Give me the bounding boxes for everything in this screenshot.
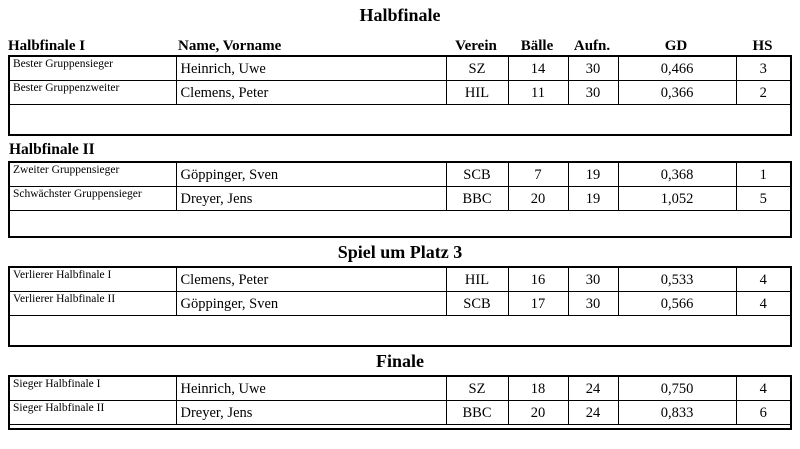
baelle-cell: 17 — [508, 291, 568, 315]
section-heading-halbfinale-2: Halbfinale II — [9, 141, 95, 158]
table-halbfinale-2 — [8, 161, 792, 238]
verein-cell: SCB — [446, 162, 508, 186]
verein-cell: BBC — [446, 400, 508, 424]
name-cell: Dreyer, Jens — [176, 186, 446, 210]
verein-cell: SCB — [446, 291, 508, 315]
baelle-cell: 14 — [508, 56, 568, 80]
hs-cell: 6 — [736, 400, 791, 424]
gd-cell: 0,750 — [618, 376, 736, 400]
column-header-hs: HS — [752, 38, 773, 54]
baelle-cell: 18 — [508, 376, 568, 400]
empty-row — [9, 315, 791, 346]
name-cell: Göppinger, Sven — [176, 291, 446, 315]
aufn-cell: 30 — [568, 267, 618, 291]
gd-cell: 0,366 — [618, 80, 736, 104]
hs-cell: 4 — [736, 291, 791, 315]
table-row — [9, 56, 791, 80]
table-halbfinale-1 — [8, 55, 792, 136]
gd-cell: 0,368 — [618, 162, 736, 186]
baelle-cell: 20 — [508, 186, 568, 210]
verein-cell: BBC — [446, 186, 508, 210]
hs-cell: 4 — [736, 267, 791, 291]
matchup-cell: Sieger Halbfinale I — [9, 376, 176, 400]
verein-cell: SZ — [446, 56, 508, 80]
gd-cell: 0,566 — [618, 291, 736, 315]
aufn-cell: 19 — [568, 186, 618, 210]
gd-cell: 1,052 — [618, 186, 736, 210]
name-cell: Clemens, Peter — [176, 80, 446, 104]
gd-cell: 0,533 — [618, 267, 736, 291]
section-title-platz-3: Spiel um Platz 3 — [337, 242, 463, 262]
column-header-aufn: Aufn. — [573, 38, 611, 54]
table-row — [9, 291, 791, 315]
matchup-cell: Schwächster Gruppensieger — [9, 186, 176, 210]
hs-cell: 1 — [736, 162, 791, 186]
column-header-verein: Verein — [455, 38, 497, 54]
verein-cell: HIL — [446, 80, 508, 104]
table-row — [9, 400, 791, 424]
aufn-cell: 30 — [568, 291, 618, 315]
gd-cell: 0,833 — [618, 400, 736, 424]
baelle-cell: 11 — [508, 80, 568, 104]
name-cell: Göppinger, Sven — [176, 162, 446, 186]
column-header-matchup: Halbfinale I — [8, 38, 86, 54]
table-row — [9, 162, 791, 186]
hs-cell: 4 — [736, 376, 791, 400]
name-cell: Clemens, Peter — [176, 267, 446, 291]
gd-cell: 0,466 — [618, 56, 736, 80]
verein-cell: SZ — [446, 376, 508, 400]
aufn-cell: 19 — [568, 162, 618, 186]
verein-cell: HIL — [446, 267, 508, 291]
table-row — [9, 186, 791, 210]
section-title-finale: Finale — [376, 351, 424, 371]
empty-row — [9, 104, 791, 135]
column-header-gd: GD — [664, 38, 688, 54]
aufn-cell: 30 — [568, 80, 618, 104]
hs-cell: 2 — [736, 80, 791, 104]
name-cell: Heinrich, Uwe — [176, 376, 446, 400]
matchup-cell: Zweiter Gruppensieger — [9, 162, 176, 186]
table-row — [9, 80, 791, 104]
column-header-name: Name, Vorname — [178, 38, 282, 54]
baelle-cell: 16 — [508, 267, 568, 291]
matchup-cell: Bester Gruppensieger — [9, 56, 176, 80]
page-title: Halbfinale — [359, 5, 441, 25]
table-header-row — [8, 34, 790, 55]
table-row — [9, 267, 791, 291]
matchup-cell: Verlierer Halbfinale II — [9, 291, 176, 315]
column-header-baelle: Bälle — [520, 38, 554, 54]
table-platz-3 — [8, 266, 792, 347]
matchup-cell: Sieger Halbfinale II — [9, 400, 176, 424]
hs-cell: 3 — [736, 56, 791, 80]
name-cell: Dreyer, Jens — [176, 400, 446, 424]
aufn-cell: 24 — [568, 376, 618, 400]
aufn-cell: 30 — [568, 56, 618, 80]
aufn-cell: 24 — [568, 400, 618, 424]
baelle-cell: 7 — [508, 162, 568, 186]
matchup-cell: Bester Gruppenzweiter — [9, 80, 176, 104]
name-cell: Heinrich, Uwe — [176, 56, 446, 80]
table-row — [9, 376, 791, 400]
matchup-cell: Verlierer Halbfinale I — [9, 267, 176, 291]
baelle-cell: 20 — [508, 400, 568, 424]
empty-row — [9, 424, 791, 429]
hs-cell: 5 — [736, 186, 791, 210]
empty-row — [9, 210, 791, 237]
table-finale — [8, 375, 792, 430]
